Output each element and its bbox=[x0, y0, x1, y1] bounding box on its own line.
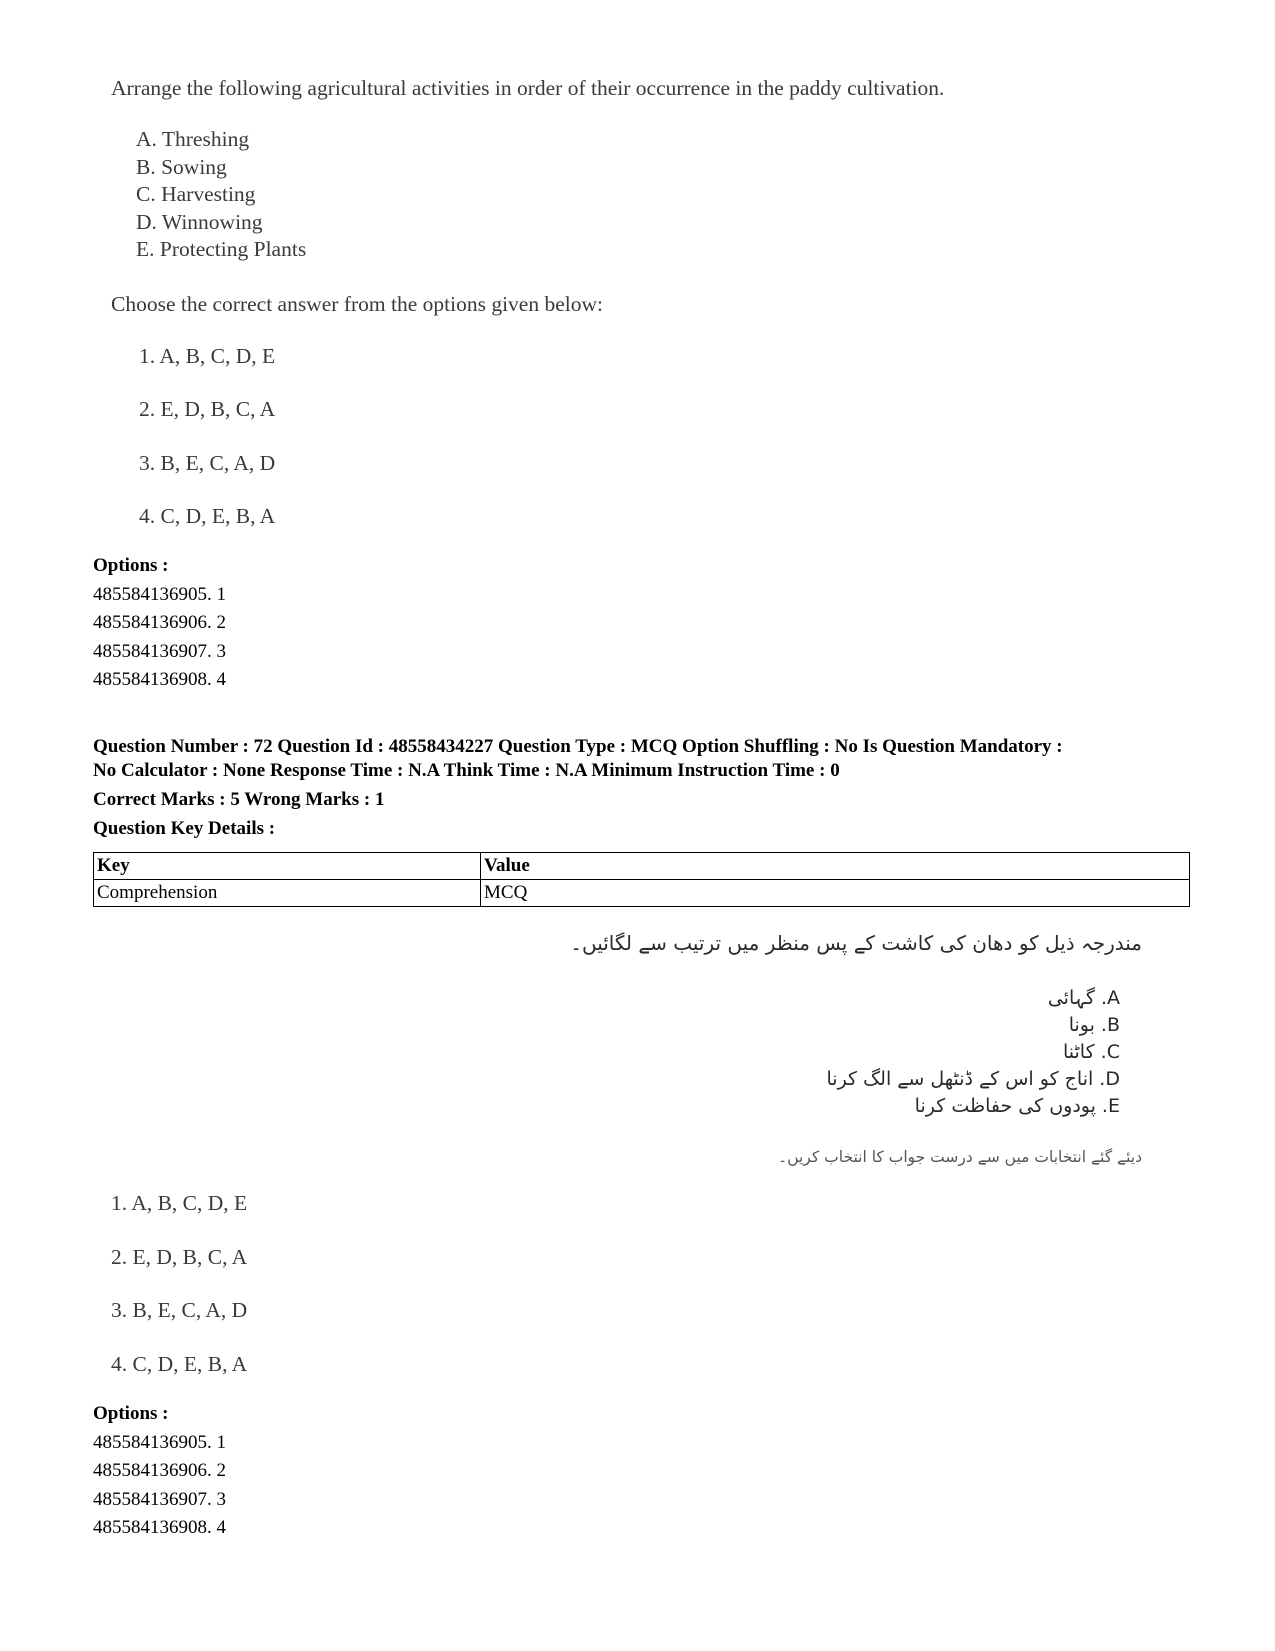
activity-list bbox=[136, 126, 306, 264]
table-cell: Comprehension bbox=[94, 880, 481, 907]
list-item: C. Harvesting bbox=[136, 182, 256, 206]
table-row bbox=[94, 880, 1190, 907]
table-header-value: Value bbox=[481, 853, 1190, 880]
answer-choice-3: 3. B, E, C, A, D bbox=[111, 1298, 248, 1322]
option-id: 485584136906. 2 bbox=[93, 612, 226, 633]
option-id: 485584136908. 4 bbox=[93, 669, 226, 690]
answer-choice-2: 2. E, D, B, C, A bbox=[139, 397, 276, 421]
table-header-key: Key bbox=[94, 853, 481, 880]
table-header-row bbox=[94, 853, 1190, 880]
option-id: 485584136906. 2 bbox=[93, 1460, 226, 1481]
table-cell: MCQ bbox=[481, 880, 1190, 907]
list-item: D. اناج کو اس کے ڈنٹھل سے الگ کرنا bbox=[826, 1068, 1120, 1090]
key-details-table bbox=[93, 852, 1190, 907]
options-heading: Options : bbox=[93, 555, 169, 576]
list-item: B. بونا bbox=[1068, 1014, 1120, 1036]
answer-choice-1: 1. A, B, C, D, E bbox=[139, 344, 276, 368]
list-item: C. کاٹنا bbox=[1062, 1041, 1120, 1063]
list-item: D. Winnowing bbox=[136, 209, 263, 234]
question-meta-line1: Question Number : 72 Question Id : 48558434227 Question Type : MCQ Option Shuffling : No Is Question Mandatory : bbox=[93, 736, 1063, 757]
urdu-choose-instruction: دیئے گئے انتخابات میں سے درست جواب کا انتخاب کریں۔ bbox=[778, 1148, 1142, 1166]
list-item: E. Protecting Plants bbox=[136, 237, 307, 261]
key-details-heading: Question Key Details : bbox=[93, 818, 276, 839]
answer-choice-4: 4. C, D, E, B, A bbox=[139, 504, 276, 528]
list-item: E. پودوں کی حفاظت کرنا bbox=[914, 1095, 1120, 1117]
option-id: 485584136907. 3 bbox=[93, 1489, 226, 1510]
option-id: 485584136908. 4 bbox=[93, 1517, 226, 1538]
question-text: Arrange the following agricultural activities in order of their occurrence in the paddy cultivation. bbox=[111, 76, 945, 100]
marks-info: Correct Marks : 5 Wrong Marks : 1 bbox=[93, 789, 385, 810]
list-item: B. Sowing bbox=[136, 154, 227, 179]
list-item: A. گہائی bbox=[1047, 987, 1120, 1009]
answer-choice-1: 1. A, B, C, D, E bbox=[111, 1191, 248, 1215]
option-id: 485584136905. 1 bbox=[93, 584, 226, 605]
urdu-activity-list bbox=[827, 985, 1121, 1120]
question-meta-line2: No Calculator : None Response Time : N.A Think Time : N.A Minimum Instruction Time : 0 bbox=[93, 760, 840, 781]
option-id: 485584136907. 3 bbox=[93, 641, 226, 662]
urdu-question-text: مندرجہ ذیل کو دھان کی کاشت کے پس منظر میں ترتیب سے لگائیں۔ bbox=[570, 931, 1142, 955]
answer-choice-2: 2. E, D, B, C, A bbox=[111, 1245, 248, 1269]
choose-instruction: Choose the correct answer from the options given below: bbox=[111, 292, 603, 316]
option-id: 485584136905. 1 bbox=[93, 1432, 226, 1453]
options-heading: Options : bbox=[93, 1403, 169, 1424]
answer-choice-3: 3. B, E, C, A, D bbox=[139, 451, 276, 475]
list-item: A. Threshing bbox=[136, 127, 250, 151]
answer-choice-4: 4. C, D, E, B, A bbox=[111, 1352, 248, 1376]
